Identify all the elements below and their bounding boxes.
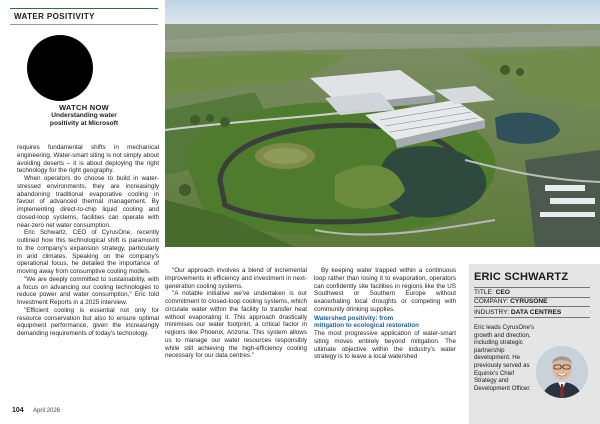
- watch-now-label[interactable]: WATCH NOW: [58, 103, 110, 112]
- subheading-line: Watershed positivity: from: [314, 314, 394, 322]
- paragraph: "We are deeply committed to sustainability, with a focus on advancing our cooling technologies to reduce power and water consumption," Eric told Investment Reports in a 2025 interview.: [17, 275, 159, 306]
- paragraph: requires fundamental shifts in mechanical engineering. Water-smart siting is not simply about avoiding deserts – it is about deploying the right technology for the right geography.: [17, 144, 159, 175]
- profile-title-label: TITLE:: [474, 289, 496, 296]
- paragraph: When operators do choose to build in water-stressed environments, they are increasingly abandoning traditional evaporative cooling in favour of advanced thermal management. By implementing direct-to-chip liquid cooling and closed-loop systems, facilities can operate with near-zero net water consumption.: [17, 175, 159, 229]
- profile-company-label: COMPANY:: [474, 298, 511, 305]
- paragraph: "Our approach involves a blend of incremental improvements in efficiency and investment in next-generation cooling systems.: [165, 267, 307, 290]
- page-number: 104: [12, 407, 24, 414]
- profile-company-value: CYRUSONE: [510, 298, 548, 305]
- section-label: WATER POSITIVITY: [14, 12, 95, 21]
- profile-industry-value: DATA CENTRES: [510, 309, 562, 316]
- profile-name: ERIC SCHWARTZ: [474, 271, 569, 283]
- article-column-1: [17, 144, 159, 338]
- section-divider: [10, 24, 158, 25]
- subheading: [314, 315, 456, 331]
- paragraph: By keeping water trapped within a continuous loop rather than losing it to evaporation, operators can confidently site facilities in regions like the US Southwest or Southern Europe without exacerbating local droughts or competing with community drinking supplies.: [314, 267, 456, 313]
- article-column-2: [165, 267, 307, 360]
- data-centre-aerial-photo: [165, 0, 600, 247]
- video-caption-line: Understanding water: [51, 112, 117, 119]
- paragraph: "A notable initiative we've undertaken is our commitment to closed-loop cooling systems, which circulate water within the facility to transfer heat without evaporating it. This approach drastically minimises our water footprint, a critical factor in regions like Phoenix, Arizona. This system allows us to manage our water resources responsibly while still achieving the high-efficiency cooling necessary for our data centres.": [165, 290, 307, 360]
- video-caption: [10, 112, 158, 128]
- paragraph: The most progressive application of water-smart siting moves entirely beyond mitigation. The ultimate objective within the industry's water strategy is to leave a local watershed: [314, 330, 456, 361]
- article-column-3: [314, 267, 456, 361]
- profile-title-row: [474, 287, 590, 298]
- paragraph: Eric Schwartz, CEO of CyrusOne, recently outlined how this technological shift is paramount to the company's expansion strategy, particularly in arid climates. Speaking on the company's operational focus, he detailed the importance of moving away from consumptive cooling models.: [17, 229, 159, 275]
- profile-bio: Eric leads CyrusOne's growth and direction, including strategic partnership development. He previously served as Equinix's Chief Strategy and Development Officer.: [474, 324, 535, 392]
- profile-industry-label: INDUSTRY:: [474, 309, 511, 316]
- profile-industry-row: [474, 309, 590, 318]
- video-thumbnail[interactable]: [27, 35, 93, 101]
- portrait-photo: [536, 346, 588, 398]
- subheading-line: mitigation to ecological restoration: [314, 322, 419, 330]
- profile-title-value: CEO: [495, 289, 510, 296]
- video-caption-line: positivity at Microsoft: [49, 120, 119, 127]
- profile-company-row: [474, 298, 590, 307]
- issue-date: April 2026: [33, 408, 61, 414]
- paragraph: "Efficient cooling is essential not only for resource conservation but also to ensure optimal equipment performance, given the increasingly demanding requirements of today's technology.: [17, 306, 159, 337]
